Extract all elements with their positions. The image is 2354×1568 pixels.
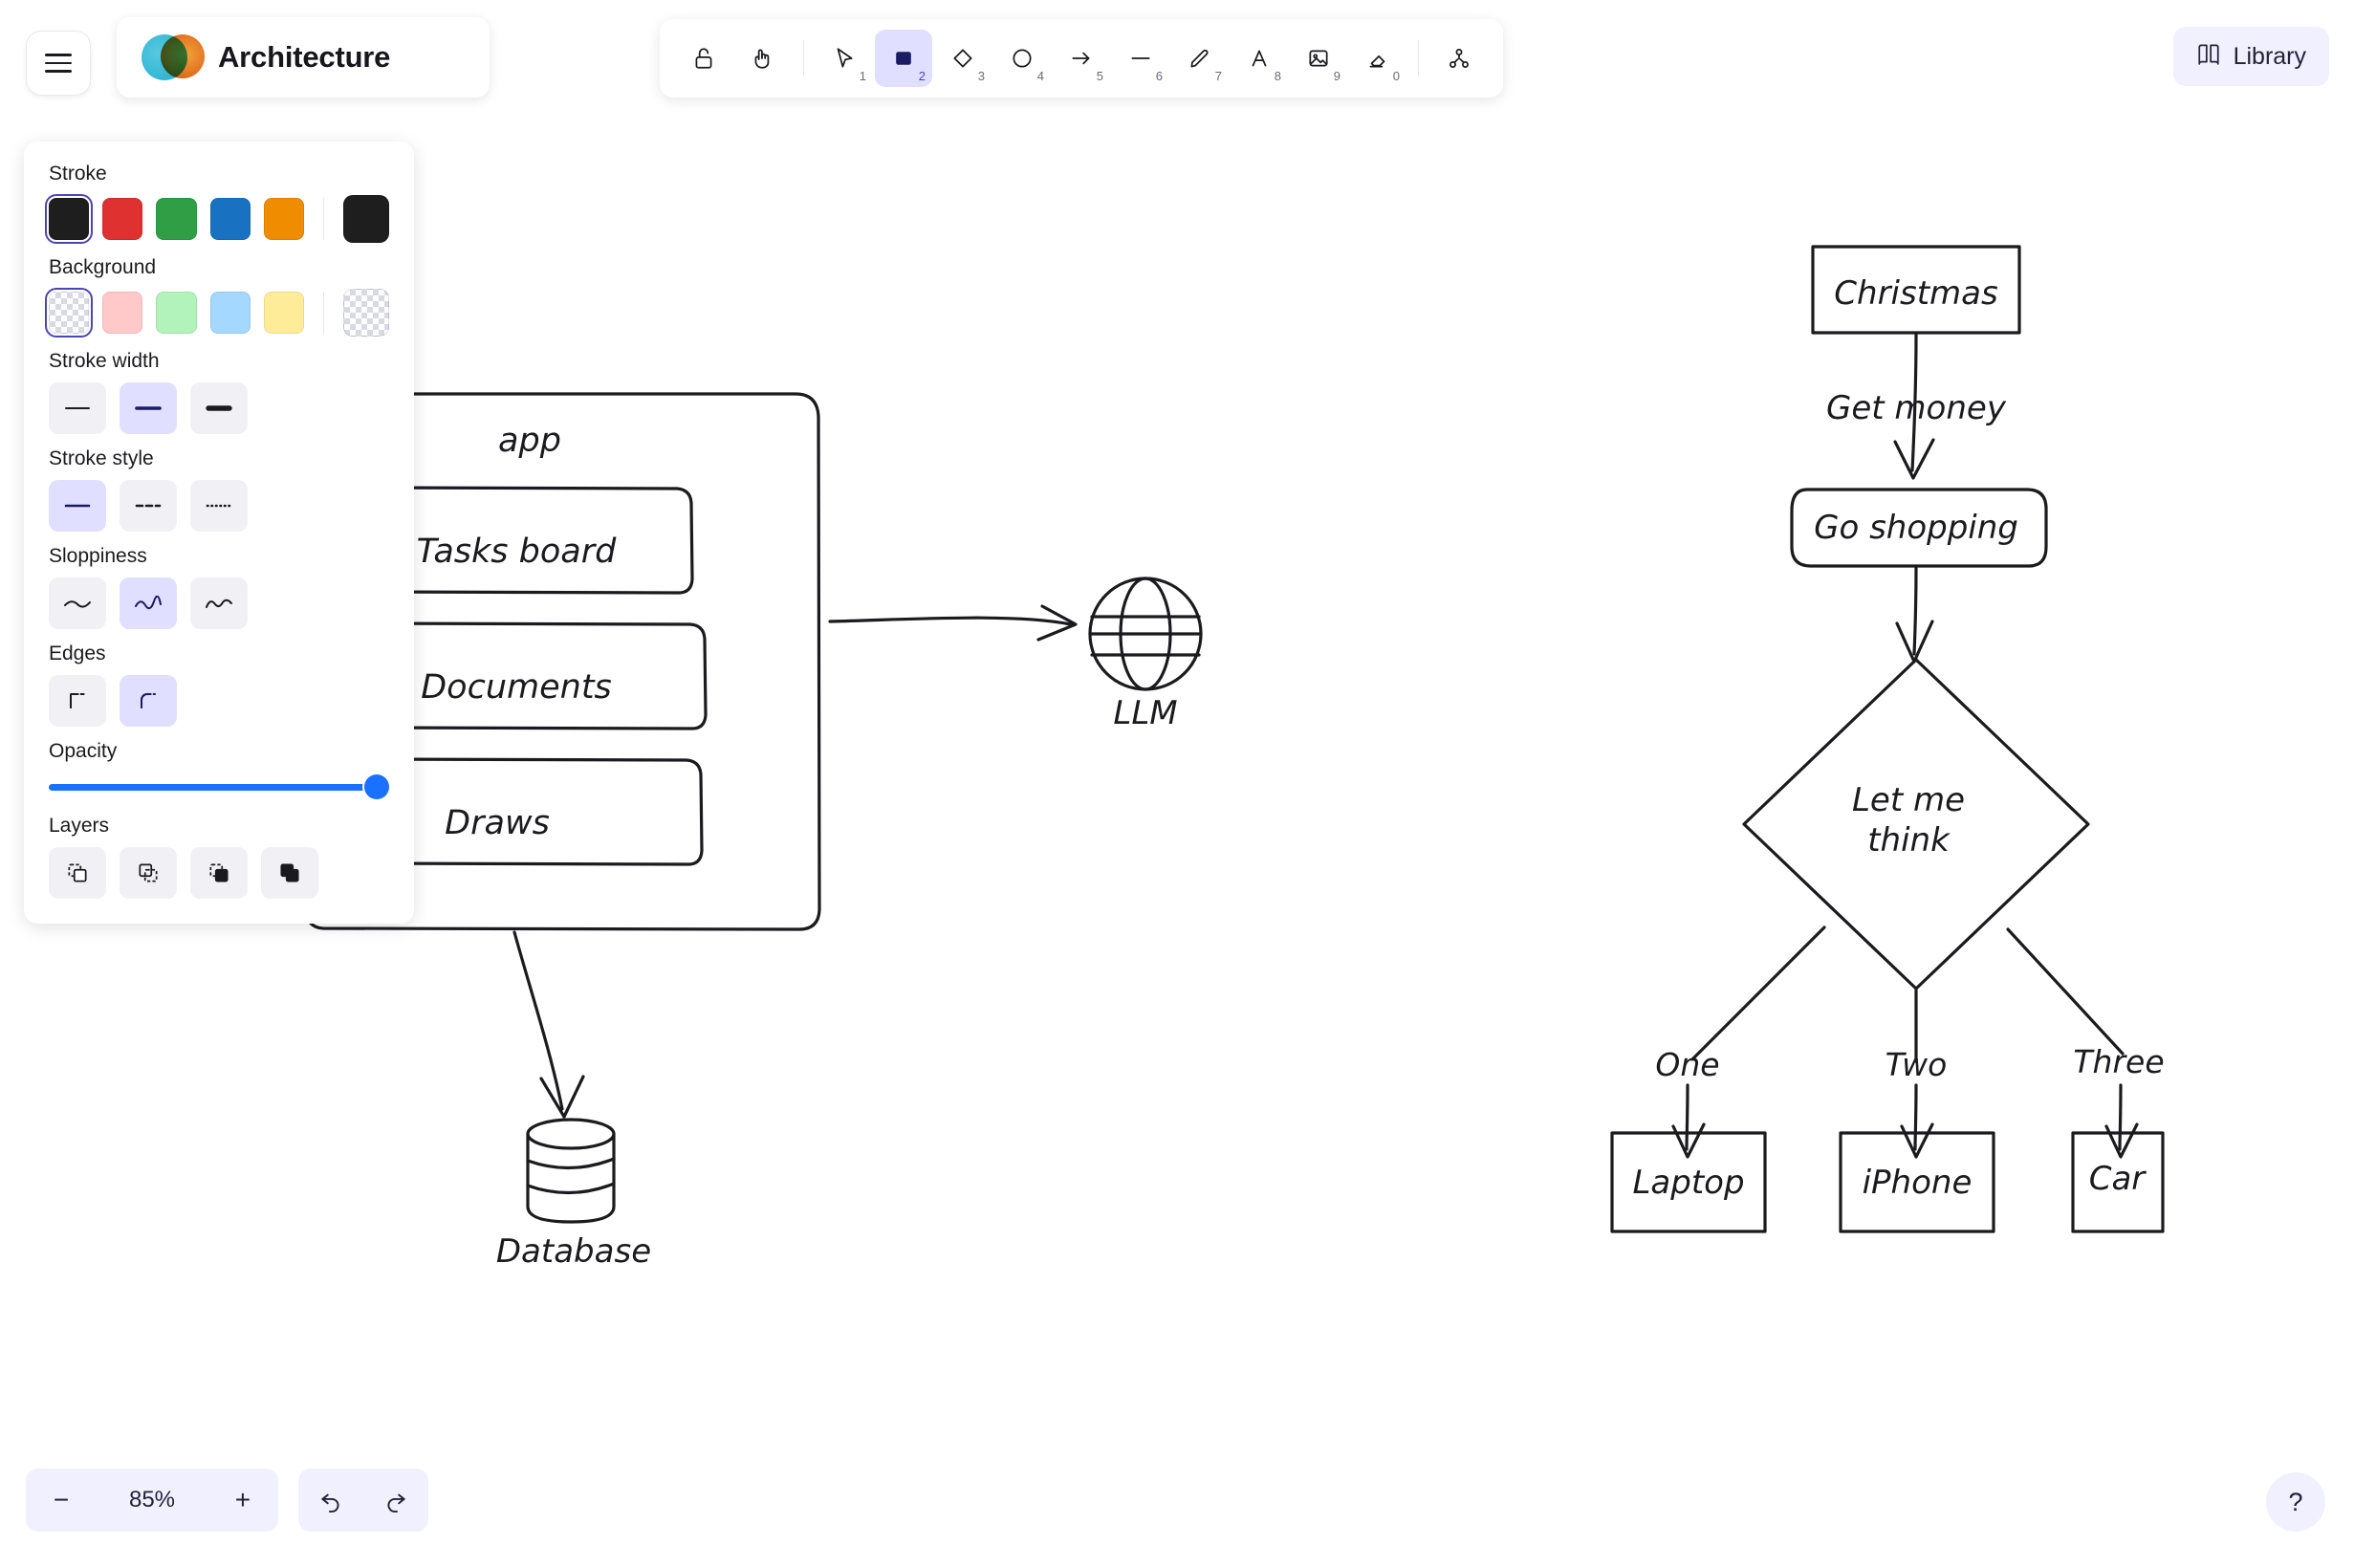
draw-icon[interactable] (1171, 30, 1229, 87)
sloppiness-architect[interactable] (49, 577, 106, 629)
diamond-icon[interactable] (934, 30, 992, 87)
toolbar[interactable] (660, 19, 1503, 98)
help-button[interactable]: ? (2266, 1472, 2325, 1532)
opacity-section-label: Opacity (49, 740, 118, 762)
stroke-style-solid[interactable] (49, 480, 106, 532)
canvas-label-three: Three (2073, 1043, 2165, 1080)
stroke-color-blue[interactable] (210, 198, 251, 240)
ellipse-icon[interactable] (993, 30, 1051, 87)
hand-icon[interactable] (734, 30, 792, 87)
tool-shortcut: 9 (1333, 69, 1340, 83)
hamburger-menu-icon (45, 54, 72, 73)
lock-icon[interactable] (675, 30, 732, 87)
bring-forward-icon[interactable] (190, 847, 248, 899)
edges-sharp[interactable] (49, 675, 106, 727)
canvas-label-let-me: Let me (1851, 781, 1966, 819)
canvas-label-christmas: Christmas (1834, 274, 1998, 313)
zoom-level[interactable]: 85% (128, 1487, 176, 1513)
tool-shortcut: 3 (977, 69, 985, 83)
text-icon[interactable] (1231, 30, 1288, 87)
canvas-label-app: app (498, 422, 561, 460)
zoom-in-button[interactable]: + (234, 1485, 251, 1514)
stroke-current-color[interactable] (343, 195, 389, 243)
background-color-row[interactable] (49, 289, 389, 337)
background-color-transparent[interactable] (49, 292, 89, 334)
canvas-label-go-shopping: Go shopping (1814, 509, 2018, 547)
edges-row[interactable] (49, 675, 389, 727)
canvas-label-draws: Draws (445, 804, 550, 842)
rectangle-icon[interactable] (875, 30, 932, 87)
stroke-width-extra-bold[interactable] (190, 382, 248, 434)
stroke-width-thin[interactable] (49, 382, 106, 434)
edges-section-label: Edges (49, 642, 106, 664)
stroke-style-dotted[interactable] (190, 480, 248, 532)
toolbar-divider (1418, 40, 1419, 76)
arrow-icon[interactable] (1053, 30, 1110, 87)
stroke-color-green[interactable] (156, 198, 196, 240)
stroke-color-red[interactable] (102, 198, 142, 240)
stroke-width-row[interactable] (49, 382, 389, 434)
panel-divider (323, 292, 324, 334)
zoom-out-button[interactable]: − (53, 1485, 70, 1514)
tool-shortcut: 4 (1036, 69, 1044, 83)
canvas-label-llm: LLM (1113, 694, 1178, 732)
opacity-slider-track (49, 784, 389, 791)
sloppiness-section-label: Sloppiness (49, 545, 147, 567)
tool-shortcut: 1 (859, 69, 866, 83)
bring-to-front-icon[interactable] (261, 847, 318, 899)
send-to-back-icon[interactable] (49, 847, 106, 899)
page-title[interactable]: Architecture (218, 40, 391, 74)
excalidraw-logo-icon (142, 34, 201, 80)
canvas-label-two: Two (1885, 1046, 1948, 1083)
selection-icon[interactable] (816, 30, 873, 87)
canvas-label-get-money: Get money (1826, 389, 2006, 427)
library-label: Library (2233, 42, 2306, 70)
line-icon[interactable] (1112, 30, 1169, 87)
edges-round[interactable] (120, 675, 177, 727)
book-icon (2196, 41, 2221, 73)
toolbar-divider (803, 40, 804, 76)
tool-shortcut: 7 (1214, 69, 1222, 83)
tool-shortcut: 0 (1392, 69, 1400, 83)
background-color-yellow[interactable] (264, 292, 304, 334)
opacity-slider-knob[interactable] (364, 774, 389, 799)
canvas-label-think: think (1867, 821, 1950, 860)
undo-icon[interactable] (305, 1474, 357, 1526)
tool-shortcut: 5 (1096, 69, 1103, 83)
canvas-label-laptop: Laptop (1632, 1164, 1745, 1202)
stroke-width-section-label: Stroke width (49, 350, 160, 372)
shapes-library-icon[interactable] (1430, 30, 1488, 87)
stroke-color-row[interactable] (49, 195, 389, 243)
tool-shortcut: 2 (918, 69, 926, 83)
library-button[interactable] (2173, 27, 2329, 86)
layers-section-label: Layers (49, 815, 110, 837)
properties-panel[interactable] (24, 142, 414, 924)
tool-shortcut: 6 (1155, 69, 1163, 83)
redo-icon[interactable] (370, 1474, 422, 1526)
background-color-pink[interactable] (102, 292, 142, 334)
eraser-icon[interactable] (1349, 30, 1406, 87)
canvas-label-car: Car (2088, 1160, 2146, 1198)
canvas-label-iphone: iPhone (1862, 1164, 1973, 1202)
background-color-green[interactable] (156, 292, 196, 334)
stroke-section-label: Stroke (49, 163, 107, 185)
sloppiness-row[interactable] (49, 577, 389, 629)
canvas-label-one: One (1655, 1046, 1720, 1083)
stroke-style-dashed[interactable] (120, 480, 177, 532)
stroke-style-section-label: Stroke style (49, 447, 154, 469)
canvas-label-tasks-board: Tasks board (416, 533, 617, 571)
history-controls[interactable] (298, 1469, 428, 1532)
background-color-blue[interactable] (210, 292, 251, 334)
canvas-label-database: Database (495, 1232, 652, 1271)
stroke-color-black[interactable] (49, 198, 89, 240)
stroke-color-orange[interactable] (264, 198, 304, 240)
image-icon[interactable] (1290, 30, 1347, 87)
stroke-width-bold[interactable] (120, 382, 177, 434)
sloppiness-cartoonist[interactable] (190, 577, 248, 629)
layers-row[interactable] (49, 847, 389, 899)
background-current-color[interactable] (343, 289, 389, 337)
main-menu-button[interactable] (26, 31, 91, 96)
background-section-label: Background (49, 256, 157, 278)
tool-shortcut: 8 (1274, 69, 1281, 83)
opacity-slider[interactable] (49, 773, 389, 801)
canvas-label-documents: Documents (421, 668, 612, 707)
panel-divider (323, 198, 324, 240)
document-title-card (117, 17, 490, 98)
sloppiness-artist[interactable] (120, 577, 177, 629)
stroke-style-row[interactable] (49, 480, 389, 532)
send-backward-icon[interactable] (120, 847, 177, 899)
zoom-controls[interactable] (26, 1469, 278, 1532)
